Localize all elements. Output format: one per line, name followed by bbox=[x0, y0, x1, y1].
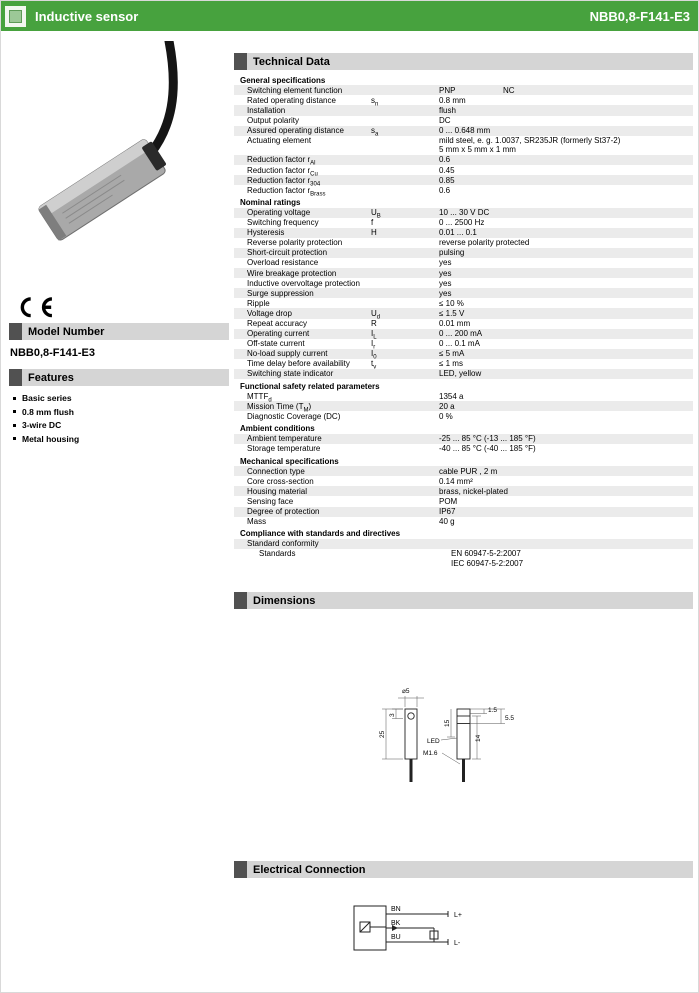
row-label: Housing material bbox=[247, 486, 308, 496]
row-label: Short-circuit protection bbox=[247, 248, 328, 258]
product-photo-image bbox=[9, 41, 221, 291]
table-row bbox=[234, 476, 693, 486]
row-label: Output polarity bbox=[247, 115, 300, 125]
row-symbol: $I_0$ bbox=[371, 349, 377, 361]
row-label: Standards bbox=[259, 549, 296, 559]
dim-label-1-5: 1.5 bbox=[488, 707, 498, 715]
model-number-header bbox=[9, 323, 229, 340]
header-bar bbox=[1, 1, 698, 31]
model-number-header-label: Model Number bbox=[28, 325, 105, 338]
table-row bbox=[234, 434, 693, 444]
row-value: 0.6 bbox=[439, 185, 451, 195]
table-row bbox=[234, 486, 693, 496]
row-symbol: $U_B$ bbox=[371, 208, 381, 220]
table-row bbox=[234, 496, 693, 506]
row-value: 10 ... 30 V DC bbox=[439, 208, 490, 218]
table-row bbox=[234, 228, 693, 238]
row-value: 0 ... 0.1 mA bbox=[439, 339, 480, 349]
row-value: 0.45 bbox=[439, 165, 455, 175]
row-label: Rated operating distance bbox=[247, 95, 336, 105]
table-row bbox=[234, 278, 693, 288]
row-label: Hysteresis bbox=[247, 228, 285, 238]
row-label: Reverse polarity protection bbox=[247, 238, 343, 248]
right-column bbox=[234, 53, 693, 974]
row-label: Assured operating distance bbox=[247, 125, 344, 135]
table-section-header bbox=[234, 454, 693, 466]
row-value: ≤ 1 ms bbox=[439, 359, 463, 369]
dim-label-led: LED bbox=[427, 738, 440, 746]
table-row bbox=[234, 185, 693, 198]
dim-label-25: 25 bbox=[379, 731, 386, 739]
table-row bbox=[234, 136, 693, 155]
table-row bbox=[234, 411, 693, 421]
row-label: Operating voltage bbox=[247, 208, 311, 218]
section-title: Nominal ratings bbox=[240, 197, 301, 207]
row-value: ≤ 1.5 V bbox=[439, 308, 465, 318]
dimensions-header bbox=[234, 592, 693, 609]
technical-data-table bbox=[234, 73, 693, 568]
row-value: 1354 a bbox=[439, 391, 464, 401]
row-value: 0 ... 0.648 mm bbox=[439, 125, 491, 135]
technical-data-header-label: Technical Data bbox=[253, 55, 330, 68]
row-symbol: $s_a$ bbox=[371, 125, 379, 138]
row-label: $MTTF_d$ bbox=[247, 391, 272, 404]
table-row bbox=[234, 288, 693, 298]
row-label: Installation bbox=[247, 105, 286, 115]
electrical-header-label: Electrical Connection bbox=[253, 863, 366, 876]
electrical-header bbox=[234, 861, 693, 878]
row-value: LED, yellow bbox=[439, 369, 482, 379]
row-value: 0.6 bbox=[439, 155, 451, 165]
sensor-body bbox=[38, 136, 170, 241]
row-symbol: $I_L$ bbox=[371, 328, 377, 341]
row-label: Repeat accuracy bbox=[247, 318, 308, 328]
row-label: Switching element function bbox=[247, 85, 343, 95]
dim-label-15: 15 bbox=[444, 720, 451, 728]
section-title: Functional safety related parameters bbox=[240, 381, 380, 391]
dim-label-3: 3 bbox=[389, 713, 396, 718]
table-row bbox=[234, 175, 693, 188]
row-value: cable PUR , 2 m bbox=[439, 466, 498, 476]
row-value: POM bbox=[439, 496, 458, 506]
table-section-header bbox=[234, 195, 693, 207]
row-label: Actuating element bbox=[247, 136, 312, 146]
row-value: -25 ... 85 °C (-13 ... 185 °F) bbox=[439, 434, 536, 444]
table-row bbox=[234, 359, 693, 369]
row-label: Overload resistance bbox=[247, 258, 319, 268]
table-row bbox=[234, 126, 693, 136]
technical-data-header bbox=[234, 53, 693, 70]
row-label: Reduction factor $r_{Brass}$ bbox=[247, 185, 326, 198]
row-label: Time delay before availability bbox=[247, 359, 350, 369]
row-value: 0.8 mm bbox=[439, 95, 466, 105]
row-symbol: $I_r$ bbox=[371, 339, 376, 351]
dimensions-header-label: Dimensions bbox=[253, 594, 316, 607]
section-title: Ambient conditions bbox=[240, 424, 315, 434]
row-symbol: $U_d$ bbox=[371, 308, 381, 321]
section-title: General specifications bbox=[240, 75, 326, 85]
brand-logo-icon bbox=[5, 6, 26, 27]
row-label: Reduction factor $r_{Al}$ bbox=[247, 155, 316, 168]
table-row bbox=[234, 308, 693, 321]
cable bbox=[151, 41, 173, 153]
row-value: IP67 bbox=[439, 506, 456, 516]
terminal-label-lminus: L- bbox=[454, 940, 461, 948]
row-value: EN 60947-5-2:2007 IEC 60947-5-2:2007 bbox=[451, 549, 524, 568]
row-label: Sensing face bbox=[247, 496, 294, 506]
dim-label-14: 14 bbox=[475, 735, 482, 743]
table-row bbox=[234, 329, 693, 339]
feature-item: Metal housing bbox=[12, 435, 229, 444]
table-row bbox=[234, 208, 693, 218]
table-row bbox=[234, 349, 693, 359]
row-label: Reduction factor $r_{304}$ bbox=[247, 175, 321, 188]
row-value: PNP NC bbox=[439, 85, 515, 95]
row-value: reverse polarity protected bbox=[439, 238, 530, 248]
row-value: pulsing bbox=[439, 248, 465, 258]
electrical-figure bbox=[344, 892, 494, 966]
dim-label-m16: M1.6 bbox=[423, 750, 438, 758]
product-photo bbox=[9, 41, 229, 293]
page-title: Inductive sensor bbox=[35, 8, 139, 24]
table-row bbox=[234, 539, 693, 549]
feature-item: 3-wire DC bbox=[12, 421, 229, 430]
row-value: 20 a bbox=[439, 401, 455, 411]
section-title: Mechanical specifications bbox=[240, 456, 339, 466]
table-row bbox=[234, 466, 693, 476]
row-value: 0.85 bbox=[439, 175, 455, 185]
dimensions-section bbox=[234, 609, 693, 861]
terminal-label-lplus: L+ bbox=[454, 912, 462, 920]
row-value: yes bbox=[439, 258, 452, 268]
row-label: Reduction factor $r_{Cu}$ bbox=[247, 165, 318, 178]
row-label: Mission Time $(T_M)$ bbox=[247, 401, 312, 414]
row-label: Standard conformity bbox=[247, 539, 319, 549]
wire-label-bn: BN bbox=[391, 906, 401, 914]
table-row bbox=[234, 319, 693, 329]
section-title: Compliance with standards and directives bbox=[240, 529, 401, 539]
left-column bbox=[9, 41, 229, 448]
row-value: ≤ 5 mA bbox=[439, 349, 465, 359]
row-label: Wire breakage protection bbox=[247, 268, 337, 278]
table-row bbox=[234, 444, 693, 454]
feature-item: Basic series bbox=[12, 394, 229, 403]
row-label: Diagnostic Coverage (DC) bbox=[247, 411, 341, 421]
row-label: Storage temperature bbox=[247, 444, 321, 454]
table-row bbox=[234, 369, 693, 379]
row-label: Connection type bbox=[247, 466, 305, 476]
row-value: 0.14 mm² bbox=[439, 476, 473, 486]
row-label: Ambient temperature bbox=[247, 434, 322, 444]
table-row bbox=[234, 218, 693, 228]
table-row bbox=[234, 85, 693, 95]
table-row bbox=[234, 155, 693, 168]
row-value: mild steel, e. g. 1.0037, SR235JR (formerly St37-2) 5 mm x 5 mm x 1 mm bbox=[439, 136, 621, 155]
table-section-header bbox=[234, 527, 693, 539]
row-label: Ripple bbox=[247, 298, 270, 308]
row-label: Degree of protection bbox=[247, 506, 320, 516]
wire-label-bu: BU bbox=[391, 934, 401, 942]
table-row bbox=[234, 401, 693, 414]
features-header-label: Features bbox=[28, 371, 74, 384]
row-symbol: R bbox=[371, 318, 377, 328]
row-value: ≤ 10 % bbox=[439, 298, 464, 308]
row-value: 0 ... 200 mA bbox=[439, 328, 483, 338]
ce-mark-icon bbox=[14, 295, 229, 323]
row-symbol: f bbox=[371, 218, 374, 228]
row-value: yes bbox=[439, 268, 452, 278]
electrical-section bbox=[234, 878, 693, 974]
row-label: Inductive overvoltage protection bbox=[247, 278, 360, 288]
table-row bbox=[234, 165, 693, 178]
row-value: 0 ... 2500 Hz bbox=[439, 218, 485, 228]
row-label: Surge suppression bbox=[247, 288, 314, 298]
dim-label-5-5: 5.5 bbox=[505, 715, 515, 723]
row-value: 0.01 mm bbox=[439, 318, 471, 328]
row-label: No-load supply current bbox=[247, 349, 328, 359]
table-row bbox=[234, 549, 693, 568]
table-row bbox=[234, 339, 693, 349]
row-label: Switching frequency bbox=[247, 218, 319, 228]
feature-item: 0.8 mm flush bbox=[12, 408, 229, 417]
row-symbol: $s_n$ bbox=[371, 95, 379, 108]
row-value: brass, nickel-plated bbox=[439, 486, 508, 496]
table-row bbox=[234, 95, 693, 108]
dim-label-dia5: ⌀5 bbox=[402, 688, 410, 696]
features-list bbox=[12, 394, 229, 444]
row-label: Voltage drop bbox=[247, 308, 292, 318]
table-section-header bbox=[234, 73, 693, 85]
dimensions-figure bbox=[359, 679, 544, 844]
table-row bbox=[234, 248, 693, 258]
row-value: DC bbox=[439, 115, 451, 125]
row-value: -40 ... 85 °C (-40 ... 185 °F) bbox=[439, 444, 536, 454]
row-symbol: H bbox=[371, 228, 377, 238]
row-symbol: $t_v$ bbox=[371, 359, 377, 371]
table-row bbox=[234, 105, 693, 115]
row-value: yes bbox=[439, 278, 452, 288]
row-value: 40 g bbox=[439, 516, 455, 526]
wire-label-bk: BK bbox=[391, 920, 401, 928]
table-section-header bbox=[234, 379, 693, 391]
row-label: Off-state current bbox=[247, 339, 305, 349]
table-row bbox=[234, 116, 693, 126]
row-value: yes bbox=[439, 288, 452, 298]
row-value: flush bbox=[439, 105, 456, 115]
model-number-value: NBB0,8-F141-E3 bbox=[10, 347, 95, 359]
table-row bbox=[234, 517, 693, 527]
table-row bbox=[234, 507, 693, 517]
row-value: 0 % bbox=[439, 411, 453, 421]
header-part-number: NBB0,8-F141-E3 bbox=[589, 8, 690, 24]
row-label: Core cross-section bbox=[247, 476, 314, 486]
table-row bbox=[234, 268, 693, 278]
table-row bbox=[234, 391, 693, 404]
table-section-header bbox=[234, 421, 693, 433]
table-row bbox=[234, 298, 693, 308]
table-row bbox=[234, 238, 693, 248]
row-label: Mass bbox=[247, 516, 267, 526]
row-label: Operating current bbox=[247, 328, 310, 338]
row-value: 0.01 ... 0.1 bbox=[439, 228, 477, 238]
row-label: Switching state indicator bbox=[247, 369, 334, 379]
table-row bbox=[234, 258, 693, 268]
features-header bbox=[9, 369, 229, 386]
